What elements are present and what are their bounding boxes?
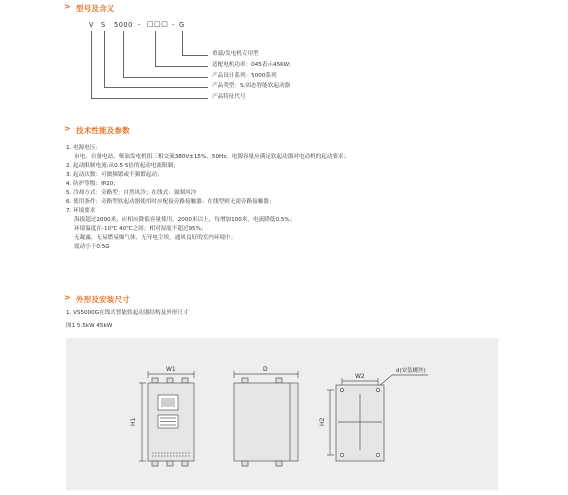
spec-item: 震动小于0.5G [74, 244, 110, 250]
label-d: D [263, 366, 268, 373]
code-series: 5000 [114, 21, 133, 29]
label-w2: W2 [355, 373, 365, 380]
meaning-3: 产品设计系列：5000系列 [212, 73, 277, 79]
spec-item: 2. 起动限制电流:从0.5 5倍的起动电流限制； [66, 163, 179, 169]
side-view [234, 371, 298, 466]
dimension-drawing [66, 338, 498, 490]
label-h1: H1 [130, 417, 137, 426]
spec-item: 7. 环境要求 [66, 208, 96, 214]
code-sep1: - [138, 21, 141, 29]
meaning-2: 适配电机功率：045表示45KW; [212, 62, 292, 68]
spec-item: 1. 电源电压: [66, 145, 98, 151]
code-s: S [101, 21, 106, 29]
dimension-section-heading: 外形及安装尺寸 [76, 295, 130, 304]
section-arrow-icon: > [64, 293, 71, 302]
front-view [139, 371, 194, 466]
label-w1: W1 [166, 366, 176, 373]
meaning-4: 产品类型：S:固态智能软起动器 [212, 83, 291, 89]
spec-item: 6. 使用条件：旁路型软起动器使用时应配接旁路接触器；在线型则无需旁路接触器； [66, 199, 275, 205]
spec-item: 4. 防护等级：IP20； [66, 181, 119, 187]
code-g: G [179, 21, 185, 29]
model-section-heading: 型号及含义 [76, 4, 115, 13]
label-h2: H2 [319, 417, 326, 426]
mounting-view [327, 375, 428, 461]
section-arrow-icon: > [64, 2, 71, 11]
spec-item: 市电、自备电站、柴油发电机组三相交流380V±15%、50Hz。电源容量应满足软起动器对电动机的起动要求； [74, 154, 350, 160]
meaning-1: 重载/发电机专用型 [212, 51, 259, 57]
dimension-line-2: 图1 5.5kW 45kW [66, 323, 113, 329]
dimension-line-1: 1. VS5000G在线式智能软起动器结构及外形尺寸 [66, 310, 189, 316]
spec-item: 环境温度在-10℃ 40℃之间；相对湿度不超过95%； [74, 226, 207, 232]
spec-item: 3. 起动次数：可做频繁或不频繁起动； [66, 172, 163, 178]
spec-item: 海拔超过2000米，应相应降低容量使用，2000米以上，每增加100米，电流降低0.5%； [74, 217, 296, 223]
spec-section-heading: 技术性能及参数 [76, 126, 130, 135]
code-v: V [89, 21, 95, 29]
section-arrow-icon: > [64, 124, 71, 133]
label-mount-screw: d(安装螺丝) [396, 368, 426, 374]
spec-item: 无凝露、无易燃易爆气体、无导电尘埃，通风良好的室内环境中。 [74, 235, 237, 241]
meaning-5: 产品特征代号 [212, 94, 246, 100]
code-sep2: - [172, 21, 175, 29]
spec-item: 5. 冷却方式：旁路型：自然风冷；在线式：强制风冷 [66, 190, 197, 196]
dimension-figure [66, 338, 498, 490]
code-boxes: □□□ [147, 20, 169, 28]
